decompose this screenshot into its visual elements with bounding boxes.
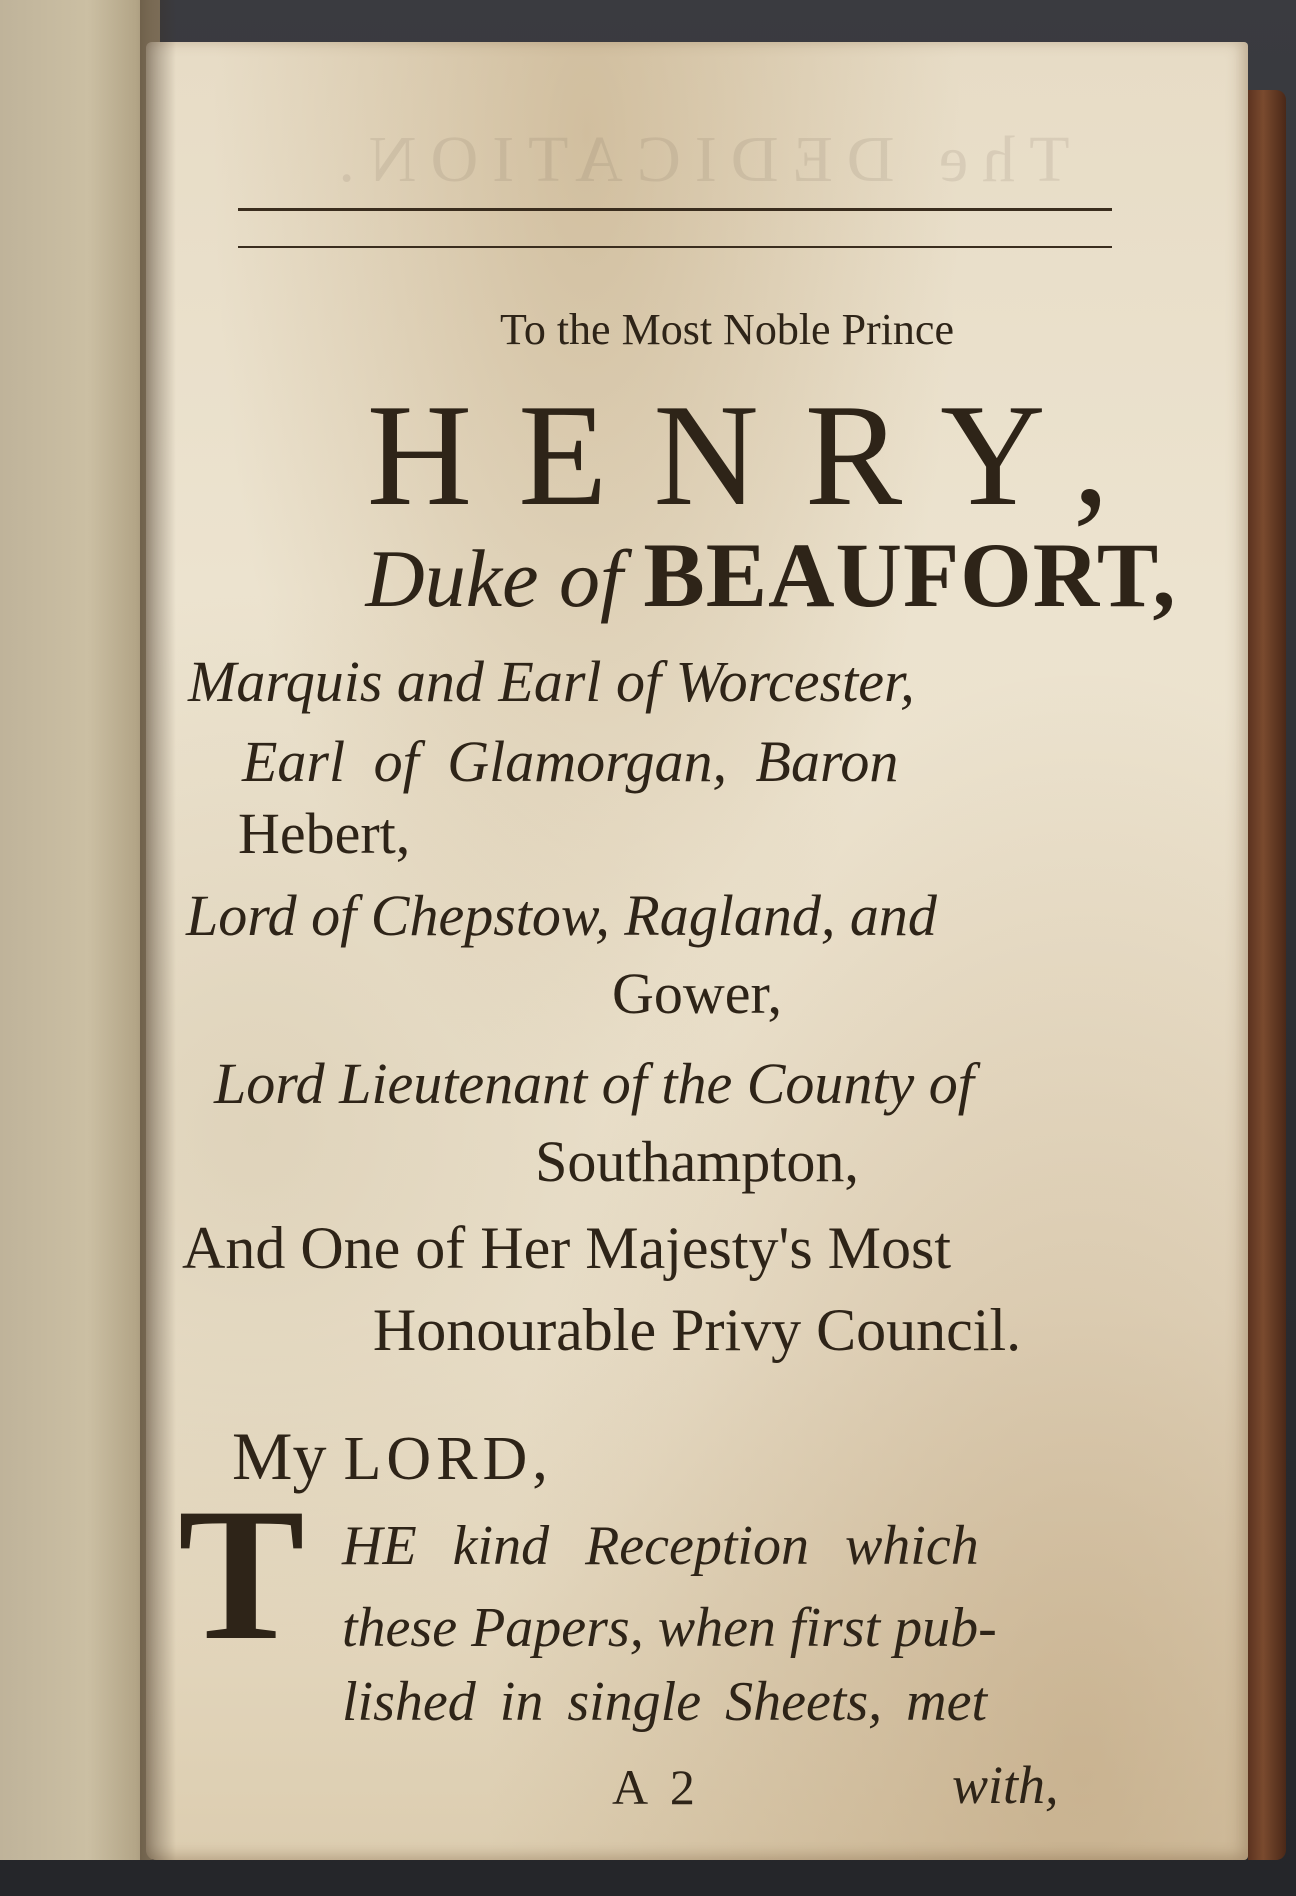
dedication-page — [146, 42, 1248, 1860]
running-head-bleed-through: The DEDICATION. — [324, 123, 1070, 196]
duke-prefix: Duke of — [365, 533, 623, 624]
lord-line-1: Lord of Chepstow, Ragland, and — [186, 883, 937, 948]
duke-title: BEAUFORT, — [643, 524, 1177, 626]
salutation — [232, 1417, 1296, 1496]
body-line-2: these Papers, when first pub- — [342, 1597, 997, 1659]
catchword: with, — [952, 1755, 1059, 1815]
marquis-line: Marquis and Earl of Worcester, — [188, 649, 915, 714]
top-rule — [238, 208, 1112, 211]
second-rule — [238, 246, 1112, 248]
gower-line: Gower, — [611, 961, 782, 1026]
drop-cap: T — [178, 1470, 305, 1680]
gutter-shadow — [140, 0, 176, 1860]
hebert-line: Hebert, — [238, 801, 411, 866]
signature-mark: A 2 — [612, 1759, 701, 1815]
and-one-line: And One of Her Majesty's Most — [182, 1215, 952, 1281]
privy-council-line: Honourable Privy Council. — [372, 1297, 1022, 1363]
left-page — [0, 0, 160, 1860]
earl-line: Earl of Glamorgan, Baron — [242, 729, 899, 794]
body-line-1: HE kind Reception which — [342, 1515, 979, 1577]
lord-lieutenant-line: Lord Lieutenant of the County of — [214, 1051, 974, 1116]
salutation-my: My — [232, 1418, 327, 1494]
body-line-3: lished in single Sheets, met — [342, 1671, 988, 1733]
duke-line — [220, 522, 1296, 628]
salutation-lord: LORD, — [343, 1425, 553, 1493]
dedicatee-name: HENRY, — [366, 374, 1156, 536]
southampton-line: Southampton, — [535, 1129, 859, 1194]
to-line: To the Most Noble Prince — [500, 305, 954, 354]
book-cover-edge — [1248, 90, 1286, 1860]
